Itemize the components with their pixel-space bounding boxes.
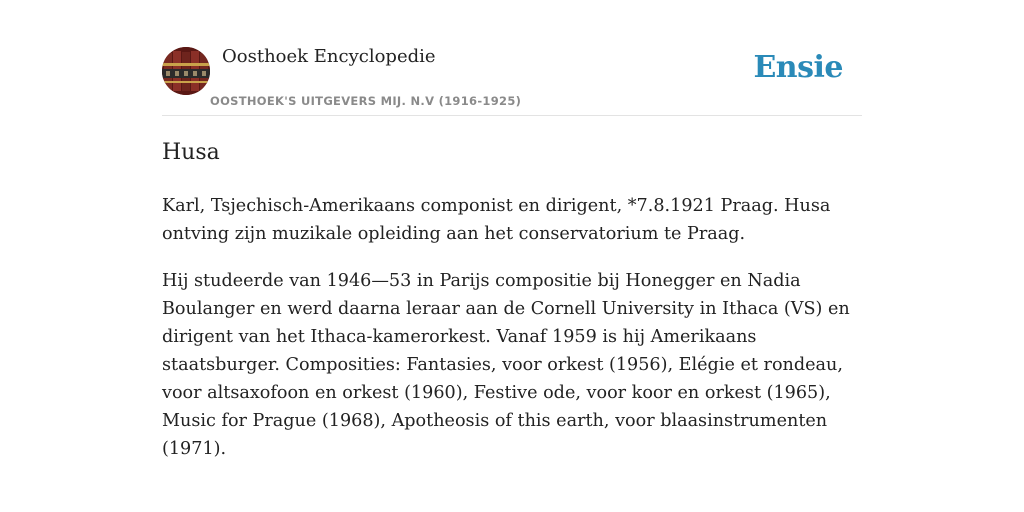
source-subtitle: OOSTHOEK'S UITGEVERS MIJ. N.V (1916-1925) [210,94,522,108]
entry-body [162,192,862,482]
entry-paragraph: Karl, Tsjechisch-Amerikaans componist en dirigent, *7.8.1921 Praag. Husa ontving zijn muzikale opleiding aan het conservatorium te Praag. [162,196,831,244]
source-header [162,0,862,116]
source-avatar[interactable] [162,47,210,95]
entry-title: Husa [162,140,220,165]
entry-paragraph: Hij studeerde van 1946—53 in Parijs compositie bij Honegger en Nadia Boulanger en werd daarna leraar aan de Cornell University in Ithaca (VS) en dirigent van het Ithaca-kamerorkest. Vanaf 1959 is hij Amerikaans staatsburger. Composities: Fantasies, voor orkest (1956), Elégie et rondeau, voor altsaxofoon en orkest (1960), Festive ode, voor koor en orkest (1965), Music for Prague (1968), Apotheosis of this earth, voor blaasinstrumenten (1971). [162,271,850,459]
book-spines-icon [162,47,210,95]
source-title[interactable]: Oosthoek Encyclopedie [222,46,436,67]
entry-card [162,0,862,459]
brand-logo[interactable]: Ensie [753,50,843,85]
